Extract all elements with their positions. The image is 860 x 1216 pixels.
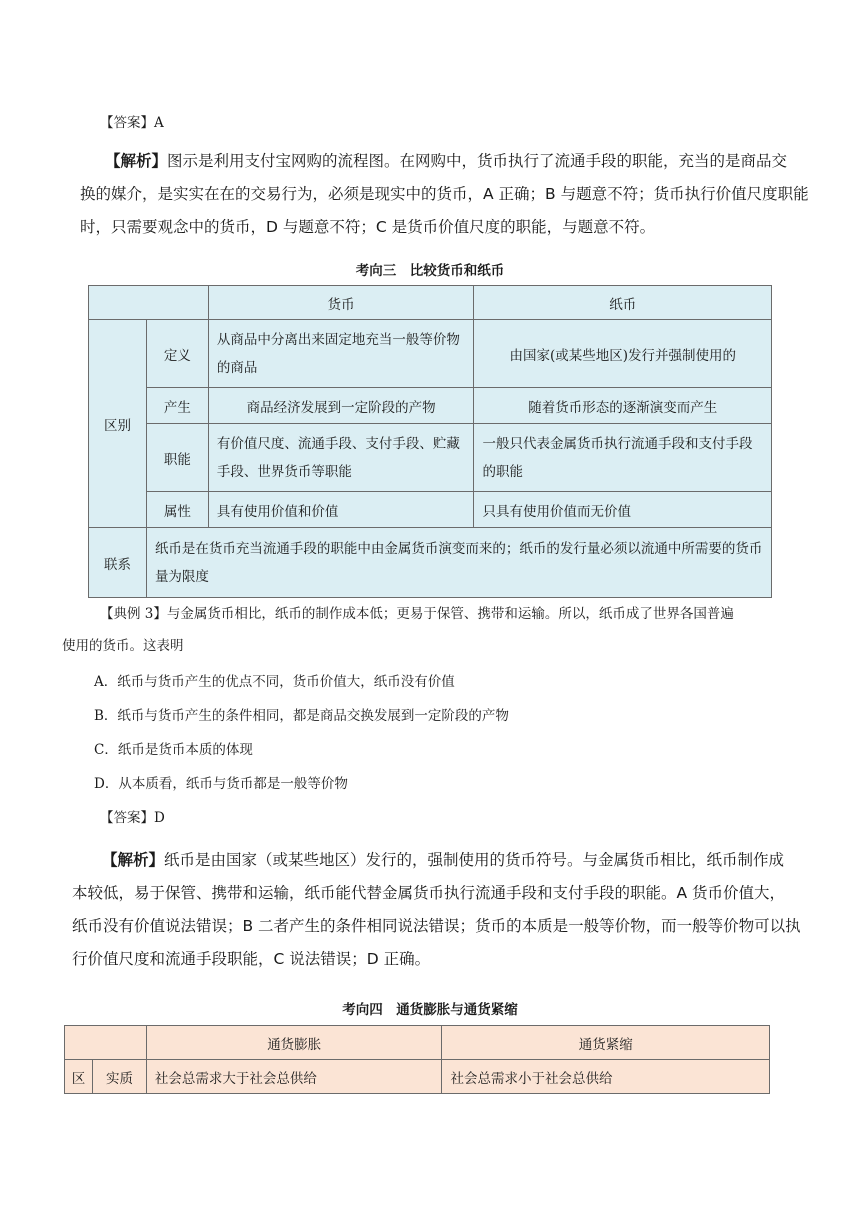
row-label: 职能	[146, 424, 208, 492]
option-b: B．纸币与货币产生的条件相同，都是商品交换发展到一定阶段的产物	[94, 708, 509, 724]
analysis-1-line-3: 时，只需要观念中的货币，D 与题意不符；C 是货币价值尺度的职能，与题意不符。	[80, 218, 656, 236]
table-row	[89, 528, 772, 598]
example-3-stem-line-2: 使用的货币。这表明	[62, 638, 184, 654]
table-row	[89, 388, 772, 424]
col-money: 货币	[208, 286, 474, 320]
option-c: C．纸币是货币本质的体现	[94, 742, 253, 758]
cell-paper: 只具有使用价值而无价值	[474, 492, 772, 528]
link-text: 纸币是在货币充当流通手段的职能中由金属货币演变而来的；纸币的发行量必须以流通中所需要的货币量为限度	[146, 528, 771, 598]
cell-paper: 一般只代表金属货币执行流通手段和支付手段的职能	[474, 424, 772, 492]
table-row	[65, 1060, 770, 1094]
option-d: D．从本质看，纸币与货币都是一般等价物	[94, 776, 348, 792]
cell-paper: 由国家(或某些地区)发行并强制使用的	[474, 320, 772, 388]
group-diff: 区别	[89, 320, 147, 528]
analysis-1-line-1: 图示是利用支付宝网购的流程图。在网购中，货币执行了流通手段的职能，充当的是商品交	[167, 152, 788, 170]
table-2-header-row	[65, 1026, 770, 1060]
col-paper: 纸币	[474, 286, 772, 320]
col-inflation: 通货膨胀	[146, 1026, 442, 1060]
table-row	[89, 320, 772, 388]
analysis-2-tag: 【解析】	[102, 851, 165, 869]
analysis-1-tag: 【解析】	[105, 152, 168, 170]
row-label: 定义	[146, 320, 208, 388]
example-3-stem-line-1: 【典例 3】与金属货币相比，纸币的制作成本低；更易于保管、携带和运输。所以，纸币成了世界各国普遍	[100, 606, 734, 622]
analysis-1-line-2: 换的媒介，是实实在在的交易行为，必须是现实中的货币，A 正确；B 与题意不符；货币执行价值尺度职能	[80, 185, 809, 203]
row-label: 实质	[92, 1060, 146, 1094]
cell-money: 商品经济发展到一定阶段的产物	[208, 388, 474, 424]
analysis-2-line-1: 纸币是由国家（或某些地区）发行的，强制使用的货币符号。与金属货币相比，纸币制作成	[164, 851, 785, 869]
group-link: 联系	[89, 528, 147, 598]
analysis-2	[72, 844, 832, 976]
cell-deflation: 社会总需求小于社会总供给	[442, 1060, 770, 1094]
group-label: 区	[65, 1060, 93, 1094]
table-1-title: 考向三 比较货币和纸币	[355, 263, 505, 279]
inflation-deflation-table	[64, 1025, 770, 1094]
money-vs-paper-table	[88, 285, 772, 598]
analysis-2-line-4: 行价值尺度和流通手段职能，C 说法错误；D 正确。	[72, 950, 431, 968]
table-row	[89, 492, 772, 528]
cell-paper: 随着货币形态的逐渐演变而产生	[474, 388, 772, 424]
table-row	[89, 424, 772, 492]
col-deflation: 通货紧缩	[442, 1026, 770, 1060]
table-2-corner	[65, 1026, 147, 1060]
analysis-2-line-2: 本较低，易于保管、携带和运输，纸币能代替金属货币执行流通手段和支付手段的职能。A 货币价值大，	[72, 884, 786, 902]
analysis-1	[80, 145, 820, 244]
cell-money: 从商品中分离出来固定地充当一般等价物的商品	[208, 320, 474, 388]
answer-2: 【答案】D	[100, 810, 165, 826]
table-2-title: 考向四 通货膨胀与通货紧缩	[342, 1002, 518, 1018]
cell-money: 有价值尺度、流通手段、支付手段、贮藏手段、世界货币等职能	[208, 424, 474, 492]
row-label: 产生	[146, 388, 208, 424]
cell-inflation: 社会总需求大于社会总供给	[146, 1060, 442, 1094]
analysis-2-line-3: 纸币没有价值说法错误；B 二者产生的条件相同说法错误；货币的本质是一般等价物，而一般等价物可以执	[72, 917, 801, 935]
cell-money: 具有使用价值和价值	[208, 492, 474, 528]
row-label: 属性	[146, 492, 208, 528]
answer-1: 【答案】A	[100, 115, 164, 131]
table-1-corner	[89, 286, 209, 320]
table-1-header-row	[89, 286, 772, 320]
option-a: A．纸币与货币产生的优点不同，货币价值大，纸币没有价值	[94, 674, 455, 690]
